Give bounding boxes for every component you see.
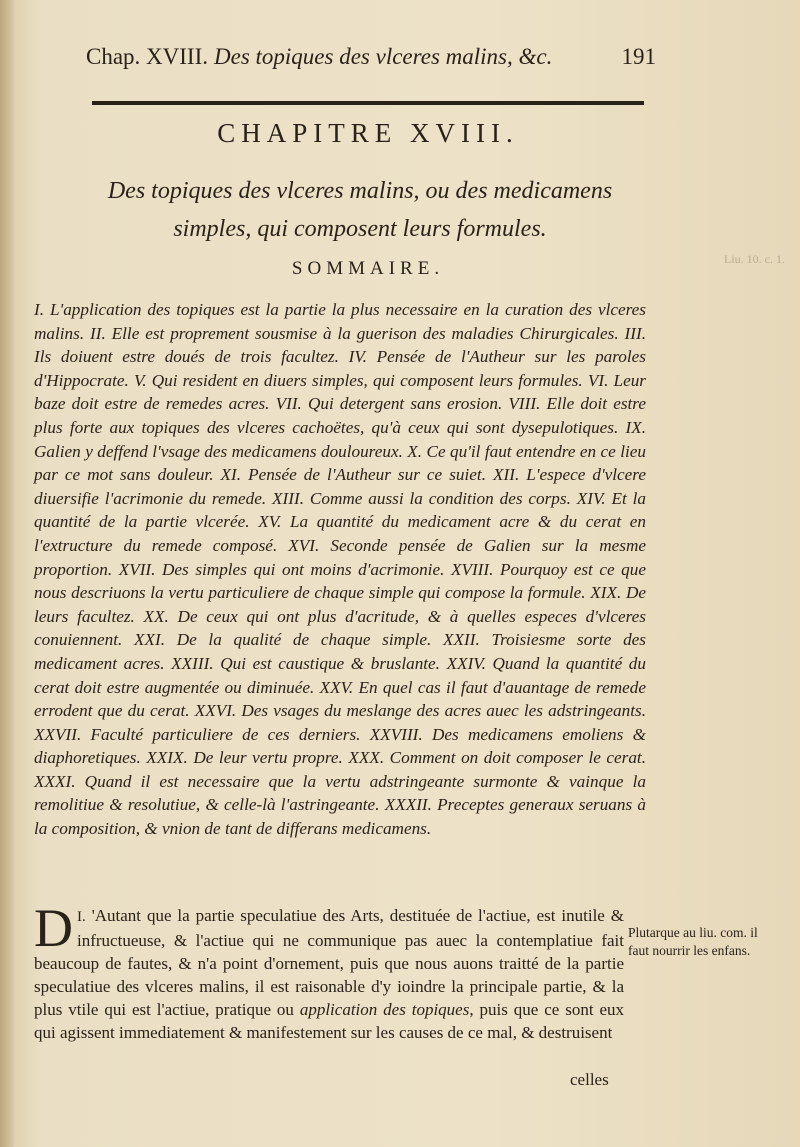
bleed-through-text: Liu. 10. c. 1. (724, 252, 785, 266)
running-head-chapter: Chap. XVIII. (86, 44, 208, 69)
section-number: I. (77, 909, 86, 925)
summary-text: I. L'application des topiques est la partie la plus necessaire en la curation des vlceres malins. II. Elle est proprement sousmise à la guerison des maladies Chirurgicales. III. Ils doiuent estre doués de trois facultez. IV. Pensée de l'Autheur sur les paroles d'Hippocrate. V. Qui resident en diuers simples, qui composent leurs formules. VI. Leur baze doit estre de remedes acres. VII. Qui detergent sans erosion. VIII. Elle doit estre plus forte aux topiques des vlceres cachoëtes, qu'à ceux qui sont dysepulotiques. IX. Galien y deffend l'vsage des medicamens douloureux. X. Ce qu'il faut entendre en ce lieu par ce mot sans douleur. XI. Pensée de l'Autheur sur ce suiet. XII. L'espece d'vlcere diuersifie l'acrimonie du remede. XIII. Comme aussi la condition des corps. XIV. Et la quantité de la partie vlcerée. XV. La quantité du medicament acre & du cerat en l'extructure du remede composé. XVI. Seconde pensée de Galien sur la mesme proportion. XVII. Des simples qui ont moins d'acrimonie. XVIII. Pourquoy est ce que nous descriuons la vertu particuliere de chaque simple qui compose la formule. XIX. De leurs facultez. XX. De ceux qui ont plus d'acritude, & à quelles especes d'vlceres conuiennent. XXI. De la qualité de chaque simple. XXII. Troisiesme sorte des medicament acres. XXIII. Qui est caustique & bruslante. XXIV. Quand la quantité du cerat doit estre augmentée ou diminuée. XXV. En quel cas il faut d'auantage de remede errodent que du cerat. XXVI. Des vsages du meslange des acres auec les adstringeants. XXVII. Faculté particuliere de ces derniers. XXVIII. Des medicamens emoliens & diaphoretiques. XXIX. De leur vertu propre. XXX. Comment on doit composer le cerat. XXXI. Quand il est necessaire que la vertu adstringeante surmonte & vainque la remolitiue & resolutiue, & celle-là l'astringeante. XXXII. Preceptes generaux seruans à la composition, & vnion de tant de differans medicamens. (34, 300, 646, 839)
catchword: celles (570, 1070, 609, 1089)
body-paragraph (34, 898, 624, 1044)
running-head (86, 44, 656, 84)
summary-heading: SOMMAIRE. (291, 258, 445, 279)
page-number: 191 (621, 44, 656, 69)
drop-cap: D (34, 898, 73, 958)
ornamental-rule (92, 101, 644, 105)
body-text-part-2: , puis que ce sont eux qui agissent immediatement & manifestement sur les causes de ce mal, & destruisent (34, 1000, 624, 1042)
chapter-title: CHAPITRE XVIII. (217, 118, 519, 148)
body-text-emphasis: application des topiques (299, 1000, 470, 1019)
running-head-title: Des topiques des vlceres malins, &c. (214, 44, 553, 69)
chapter-subtitle: Des topiques des vlceres malins, ou des medicamens simples, qui composent leurs formules. (107, 178, 613, 242)
body-text-part-1: 'Autant que la partie speculatiue des Arts, destituée de l'actiue, est inutile & infructueuse, & l'actiue qui ne communique pas auec la contemplatiue fait beaucoup de fautes, & n'a point d'ornement, puis que nous auons traitté de la partie speculatiue des vlceres malins, il est raisonable d'y ioindre la principale partie, & la plus vtile qui est l'actiue, pratique ou (34, 906, 624, 1019)
marginal-note: Plutarque au liu. com. il faut nourrir les enfans. (628, 925, 758, 958)
page-gutter-edge (0, 0, 14, 1147)
